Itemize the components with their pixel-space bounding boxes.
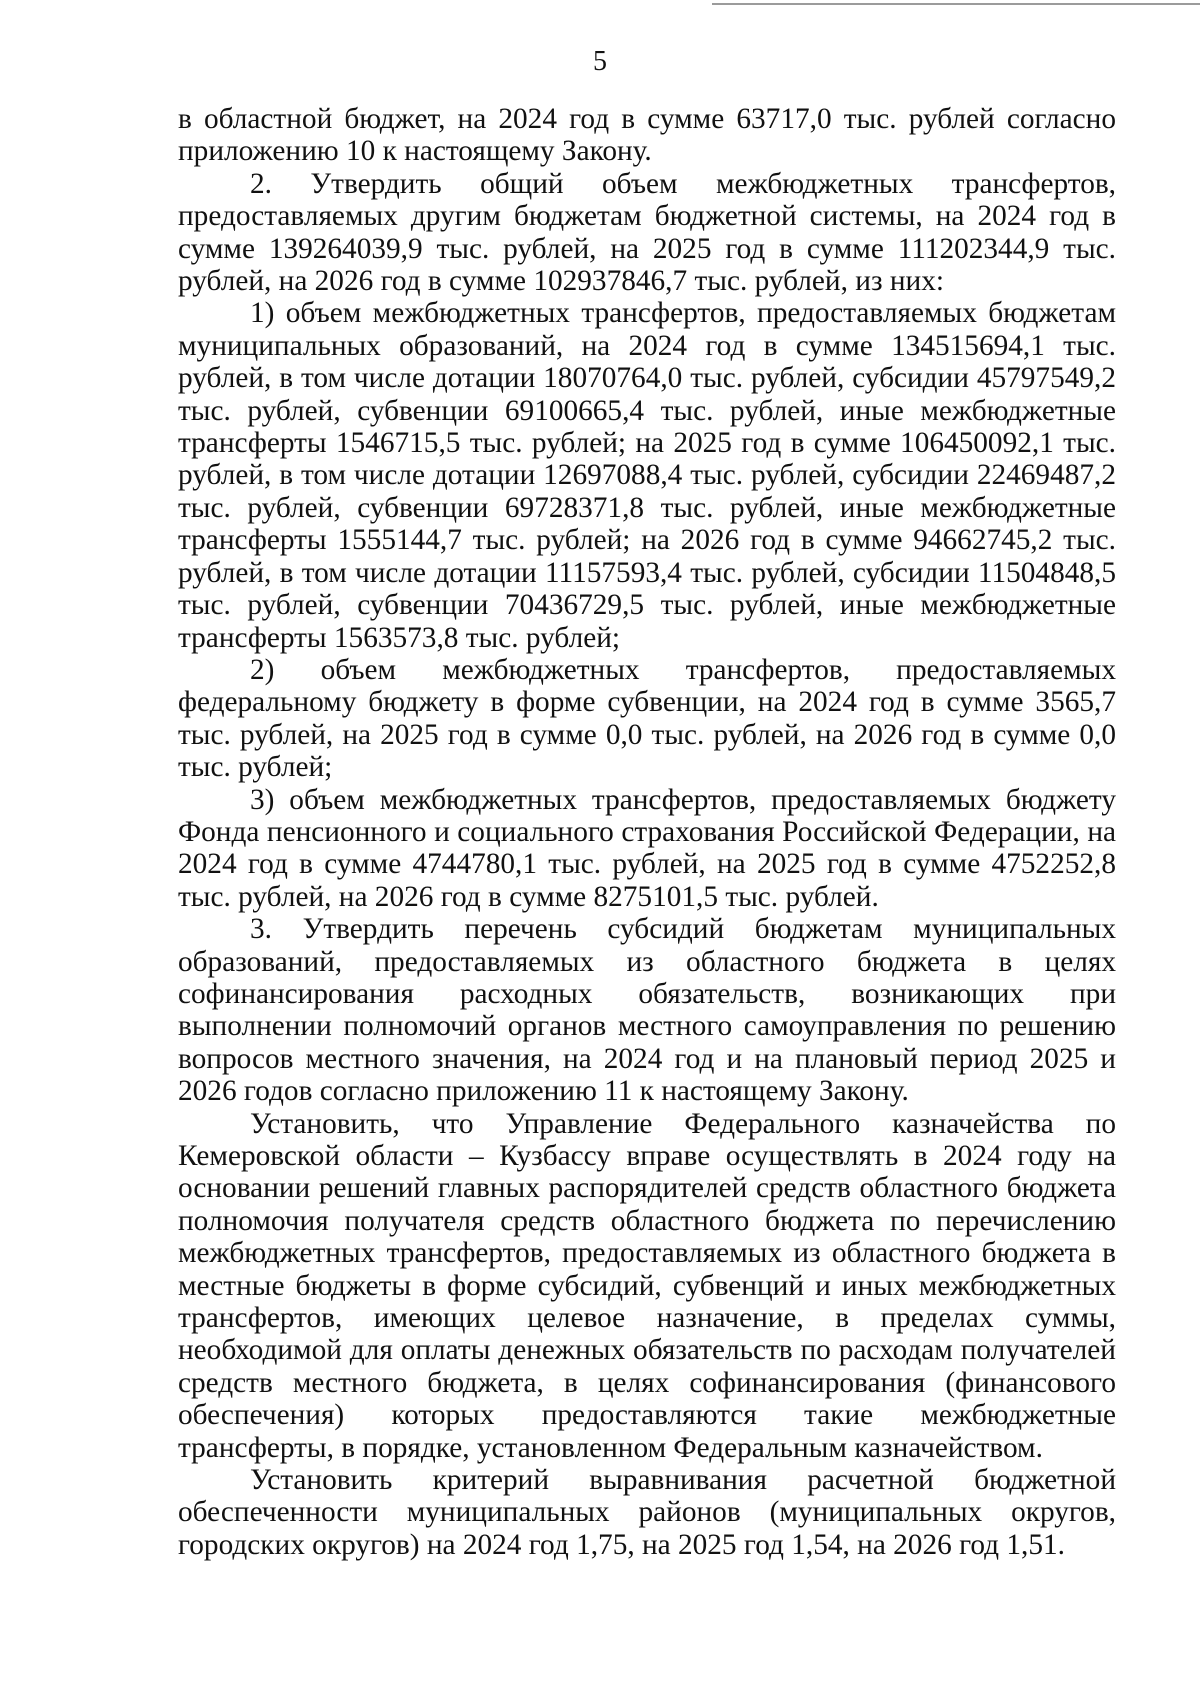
paragraph-subitem-3: 3) объем межбюджетных трансфертов, предоставляемых бюджету Фонда пенсионного и социального страхования Российской Федерации, на 2024 год в сумме 4744780,1 тыс. рублей, на 2025 год в сумме 4752252,8 тыс. рублей, на 2026 год в сумме 8275101,5 тыс. рублей. [178,783,1116,913]
paragraph-subitem-2: 2) объем межбюджетных трансфертов, предоставляемых федеральному бюджету в форме субвенции, на 2024 год в сумме 3565,7 тыс. рублей, на 2025 год в сумме 0,0 тыс. рублей, на 2026 год в сумме 0,0 тыс. рублей; [178,653,1116,784]
paragraph-treasury-authority: Установить, что Управление Федерального казначейства по Кемеровской области – Кузбассу вправе осуществлять в 2024 году на основании решений главных распорядителей средств областного бюджета полномочия получателя средств областного бюджета по перечислению межбюджетных трансфертов, предоставляемых из областного бюджета в местные бюджеты в форме субсидий, субвенций и иных межбюджетных трансфертов, имеющих целевое назначение, в пределах суммы, необходимой для оплаты денежных обязательств по расходам получателей средств местного бюджета, в целях софинансирования (финансового обеспечения) которых предоставляются такие межбюджетные трансферты, в порядке, установленном Федеральным казначейством. [178,1107,1116,1464]
page-number: 5 [593,46,607,77]
paragraph-subitem-1: 1) объем межбюджетных трансфертов, предоставляемых бюджетам муниципальных образований, на 2024 год в сумме 134515694,1 тыс. рублей, в том числе дотации 18070764,0 тыс. рублей, субсидии 45797549,2 тыс. рублей, субвенции 69100665,4 тыс. рублей, иные межбюджетные трансферты 1546715,5 тыс. рублей; на 2025 год в сумме 106450092,1 тыс. рублей, в том числе дотации 12697088,4 тыс. рублей, субсидии 22469487,2 тыс. рублей, субвенции 69728371,8 тыс. рублей, иные межбюджетные трансферты 1555144,7 тыс. рублей; на 2026 год в сумме 94662745,2 тыс. рублей, в том числе дотации 11157593,4 тыс. рублей, субсидии 11504848,5 тыс. рублей, субвенции 70436729,5 тыс. рублей, иные межбюджетные трансферты 1563573,8 тыс. рублей; [178,297,1116,654]
document-body [178,103,1116,1561]
paragraph-item-3: 3. Утвердить перечень субсидий бюджетам муниципальных образований, предоставляемых из областного бюджета в целях софинансирования расходных обязательств, возникающих при выполнении полномочий органов местного самоуправления по решению вопросов местного значения, на 2024 год и на плановый период 2025 и 2026 годов согласно приложению 11 к настоящему Закону. [178,913,1116,1108]
paragraph-item-2: 2. Утвердить общий объем межбюджетных трансфертов, предоставляемых другим бюджетам бюджетной системы, на 2024 год в сумме 139264039,9 тыс. рублей, на 2025 год в сумме 111202344,9 тыс. рублей, на 2026 год в сумме 102937846,7 тыс. рублей, из них: [178,167,1116,298]
paragraph-continuation: в областной бюджет, на 2024 год в сумме 63717,0 тыс. рублей согласно приложению 10 к настоящему Закону. [178,103,1116,168]
paragraph-equalization-criterion: Установить критерий выравнивания расчетной бюджетной обеспеченности муниципальных районов (муниципальных округов, городских округов) на 2024 год 1,75, на 2025 год 1,54, на 2026 год 1,51. [178,1464,1116,1561]
scan-edge-line [712,3,1200,5]
